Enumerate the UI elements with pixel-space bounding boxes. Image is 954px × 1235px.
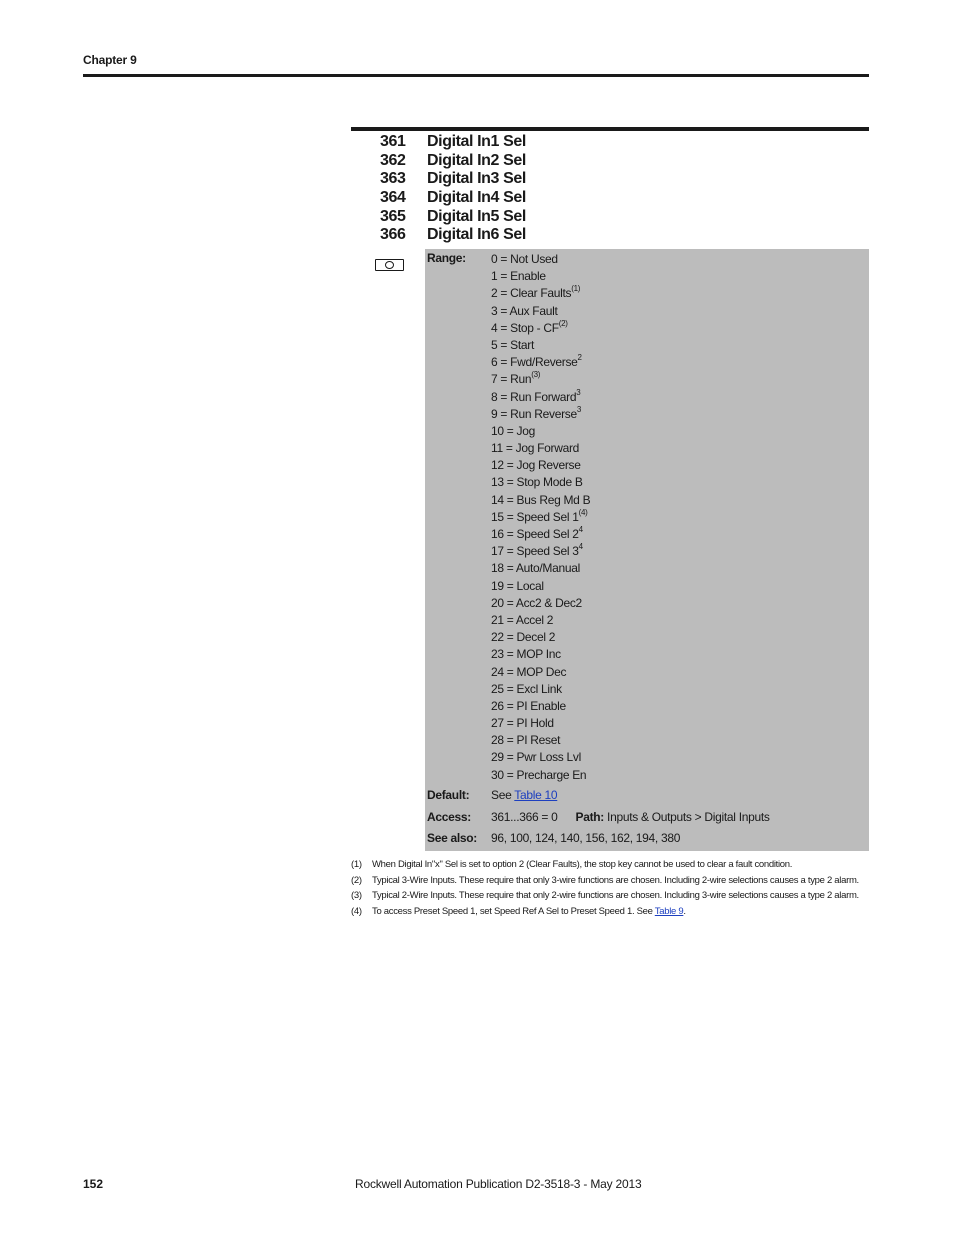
range-option-text: 12 = Jog Reverse [491,458,581,473]
parameter-row [351,152,869,171]
range-option-text: 1 = Enable [491,269,546,284]
footnote-ref: (1) [571,284,581,294]
parameter-number: 363 [380,170,406,188]
range-option [491,303,590,320]
range-option [491,457,590,474]
parameter-details [425,249,869,851]
default-prefix: See [491,788,515,802]
footnote-body: When Digital In"x" Sel is set to option 2 (Clear Faults), the stop key cannot be used to clear a fault condition. [372,859,793,870]
parameter-name: Digital In2 Sel [427,151,526,169]
footnote-mark: (1) [351,859,362,870]
path-value: Inputs & Outputs > Digital Inputs [604,810,770,824]
footnote-ref: 4 [578,542,583,552]
footnote-mark: (2) [351,874,362,886]
footnote-mark: (3) [351,890,362,902]
range-option-text: 21 = Accel 2 [491,612,554,627]
range-option-text: 17 = Speed Sel 3 [491,544,579,559]
footnote-suffix: . [683,906,686,918]
range-option [491,440,590,457]
footnote [351,888,871,904]
range-option-text: 23 = MOP Inc [491,647,561,662]
header-rule [83,74,869,77]
range-option [491,767,590,784]
range-option [491,268,590,285]
range-option [491,423,590,440]
range-option-text: 19 = Local [491,578,544,593]
range-option [491,509,590,526]
range-option [491,681,590,698]
parameter-row [351,133,869,152]
footnote-text [372,888,859,904]
chapter-label: Chapter 9 [83,53,137,67]
range-option-text: 28 = PI Reset [491,733,561,748]
range-option [491,406,590,423]
range-option [491,749,590,766]
range-option-text: 10 = Jog [491,423,535,438]
range-option [491,698,590,715]
range-option-text: 11 = Jog Forward [491,441,580,456]
range-option-text: 13 = Stop Mode B [491,475,583,490]
range-option [491,251,590,268]
range-option [491,354,590,371]
range-option [491,492,590,509]
footnote-ref: 4 [578,525,583,534]
range-option [491,320,590,337]
footnote-ref: (4) [578,507,588,517]
range-option [491,560,590,577]
parameter-name: Digital In3 Sel [427,170,526,188]
footnote-mark: (4) [351,906,362,918]
range-option-text: 4 = Stop - CF [491,320,559,335]
range-option [491,664,590,681]
footnote-ref: (2) [558,318,568,328]
range-option [491,715,590,732]
parameter-row [351,189,869,208]
range-option-text: 22 = Decel 2 [491,630,556,645]
footnote [351,857,871,873]
range-option [491,389,590,406]
footnote-ref: 2 [577,353,582,363]
range-option [491,526,590,543]
range-option [491,612,590,629]
page-number: 152 [83,1177,104,1191]
range-option-text: 0 = Not Used [491,252,558,266]
range-option-text: 3 = Aux Fault [491,303,558,318]
range-option-text: 30 = Precharge En [491,767,587,782]
parameter-number: 362 [380,151,406,169]
range-option-text: 9 = Run Reverse [491,406,577,421]
parameter-rule [351,127,869,131]
range-option-text: 18 = Auto/Manual [491,561,580,576]
parameter-heading [351,133,869,245]
footnote-body: To access Preset Speed 1, set Speed Ref A Sel to Preset Speed 1. See [372,906,655,918]
range-option-text: 15 = Speed Sel 1 [491,509,579,524]
footnote-body: Typical 3-Wire Inputs. These require that only 3-wire functions are chosen. Including 2-wire selections causes a type 2 alarm. [372,874,859,886]
parameter-number: 361 [380,133,406,150]
footnote-text [372,873,859,889]
path-label: Path: [575,810,605,824]
see-also-label: See also: [427,831,477,845]
footnote [351,904,871,920]
range-option [491,543,590,560]
see-also-value: 96, 100, 124, 140, 156, 162, 194, 380 [491,831,681,845]
range-option-text: 16 = Speed Sel 2 [491,527,579,541]
parameter-number: 364 [380,189,406,207]
default-label: Default: [427,788,470,802]
parameter-row [351,226,869,245]
range-option [491,595,590,612]
range-option [491,578,590,595]
access-number: 361...366 = 0 [491,810,558,824]
range-option-text: 7 = Run [491,372,532,387]
parameter-name: Digital In6 Sel [427,226,526,244]
range-list [491,251,590,784]
footnote-ref: (3) [531,370,541,380]
publication-info: Rockwell Automation Publication D2-3518-3 - May 2013 [355,1177,642,1191]
range-option [491,337,590,354]
parameter-name: Digital In5 Sel [427,207,526,225]
parameter-row [351,208,869,227]
parameter-row [351,170,869,189]
range-option-text: 26 = PI Enable [491,698,566,713]
range-option-text: 2 = Clear Faults [491,286,572,301]
range-option-text: 6 = Fwd/Reverse [491,355,578,370]
footnote-body: Typical 2-Wire Inputs. These require that only 2-wire functions are chosen. Including 3-wire selections causes a type 2 alarm. [372,890,859,902]
range-option [491,732,590,749]
range-option-text: 27 = PI Hold [491,716,554,731]
access-label: Access: [427,810,471,824]
range-option-text: 25 = Excl Link [491,681,562,696]
parameter-number: 366 [380,226,406,244]
table-9-link[interactable]: Table 9 [654,906,684,918]
default-value [491,788,557,802]
range-option [491,646,590,663]
range-option-text: 29 = Pwr Loss Lvl [491,750,581,765]
range-label: Range: [427,251,466,265]
stop-configurable-icon [375,259,404,271]
parameter-name: Digital In1 Sel [427,133,526,150]
footnote-ref: 3 [576,387,581,397]
footnote-text [372,857,792,873]
access-value [491,810,770,824]
range-option-text: 14 = Bus Reg Md B [491,492,591,507]
range-option [491,474,590,491]
footnote-ref: 3 [576,404,582,414]
parameter-number: 365 [380,207,406,225]
range-option-text: 8 = Run Forward [491,389,577,404]
footnote [351,873,871,889]
range-option-text: 20 = Acc2 & Dec2 [491,595,582,610]
range-option [491,371,590,388]
footnotes [351,857,871,920]
table-10-link[interactable]: Table 10 [514,788,558,802]
footnote-text [372,904,686,920]
range-option-text: 24 = MOP Dec [491,664,567,679]
range-option [491,285,590,302]
range-option-text: 5 = Start [491,337,534,352]
parameter-name: Digital In4 Sel [427,189,526,207]
range-option [491,629,590,646]
